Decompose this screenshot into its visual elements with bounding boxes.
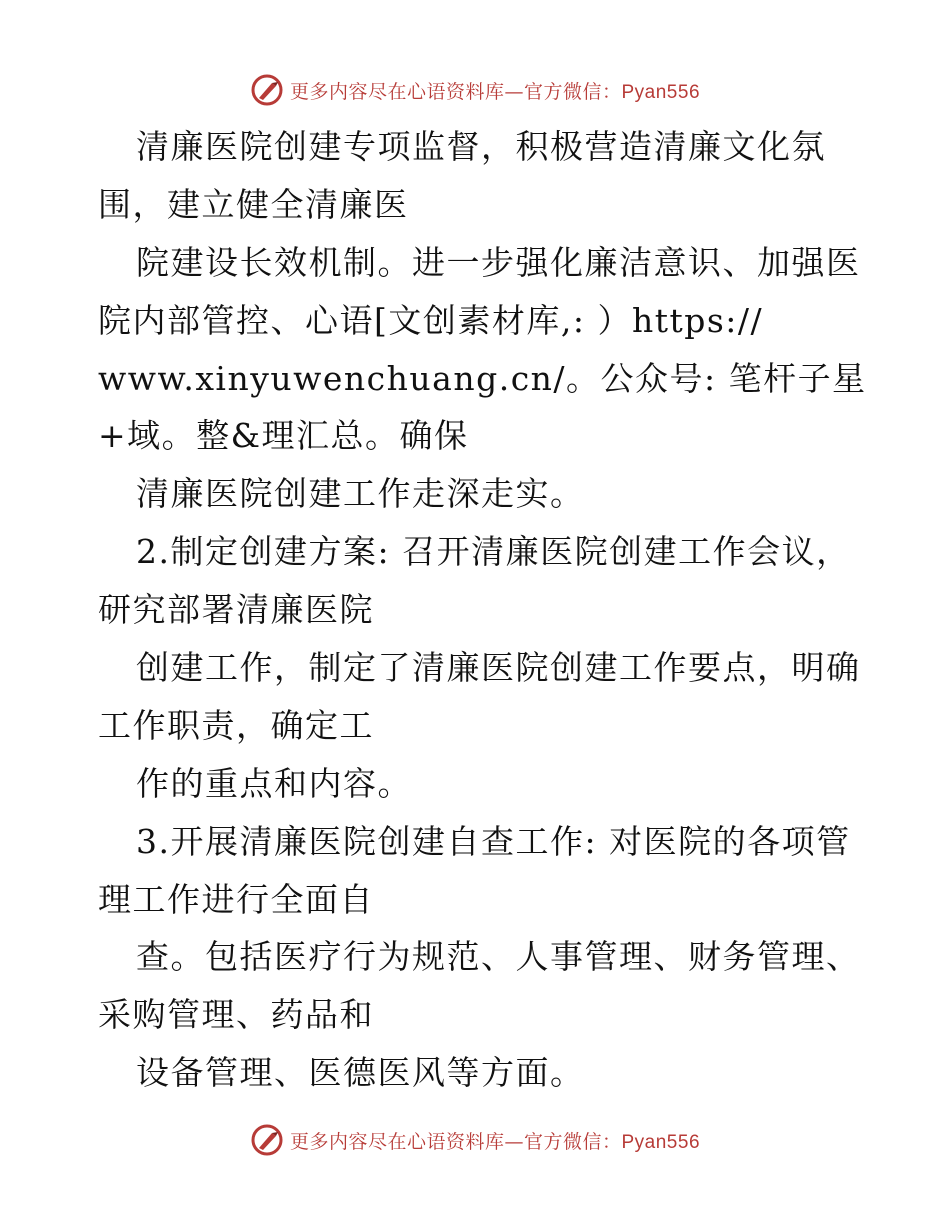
pen-circle-logo-icon xyxy=(250,1123,284,1157)
text-line: 围，建立健全清廉医 xyxy=(98,184,409,224)
text-line: 创建工作，制定了清廉医院创建工作要点，明确 xyxy=(136,648,861,688)
text-line: 院建设长效机制。进一步强化廉洁意识、加强医 xyxy=(136,242,861,282)
text-line: 清廉医院创建工作走深走实。 xyxy=(136,474,585,514)
header-banner xyxy=(0,70,950,110)
header-banner-text: 更多内容尽在心语资料库—官方微信： xyxy=(289,80,622,103)
text-line: 查。包括医疗行为规范、人事管理、财务管理、 xyxy=(136,937,861,977)
footer-banner-wechat-id: Pyan556 xyxy=(621,1131,701,1153)
text-line: 作的重点和内容。 xyxy=(136,763,412,803)
footer-banner-text: 更多内容尽在心语资料库—官方微信： xyxy=(289,1130,622,1153)
text-line: 采购管理、药品和 xyxy=(98,995,374,1035)
pen-circle-logo-icon xyxy=(250,73,284,107)
text-line: 工作职责，确定工 xyxy=(98,705,374,745)
text-line: 院内部管控、心语[文创素材库,: ）https:// xyxy=(98,300,764,340)
text-line: 理工作进行全面自 xyxy=(98,879,374,919)
body-text xyxy=(98,118,867,1102)
text-line: 研究部署清廉医院 xyxy=(98,590,374,630)
text-line: 2.制定创建方案: 召开清廉医院创建工作会议， xyxy=(136,532,851,572)
text-line: 3.开展清廉医院创建自查工作: 对医院的各项管 xyxy=(136,821,851,861)
footer-banner xyxy=(0,1120,950,1160)
text-line: +域。整&理汇总。确保 xyxy=(98,416,469,456)
header-banner-wechat-id: Pyan556 xyxy=(621,81,701,103)
text-line: 设备管理、医德医风等方面。 xyxy=(136,1053,585,1093)
text-line: 清廉医院创建专项监督，积极营造清廉文化氛 xyxy=(136,127,826,166)
text-line: www.xinyuwenchuang.cn/。公众号: 笔杆子星 xyxy=(98,358,867,398)
